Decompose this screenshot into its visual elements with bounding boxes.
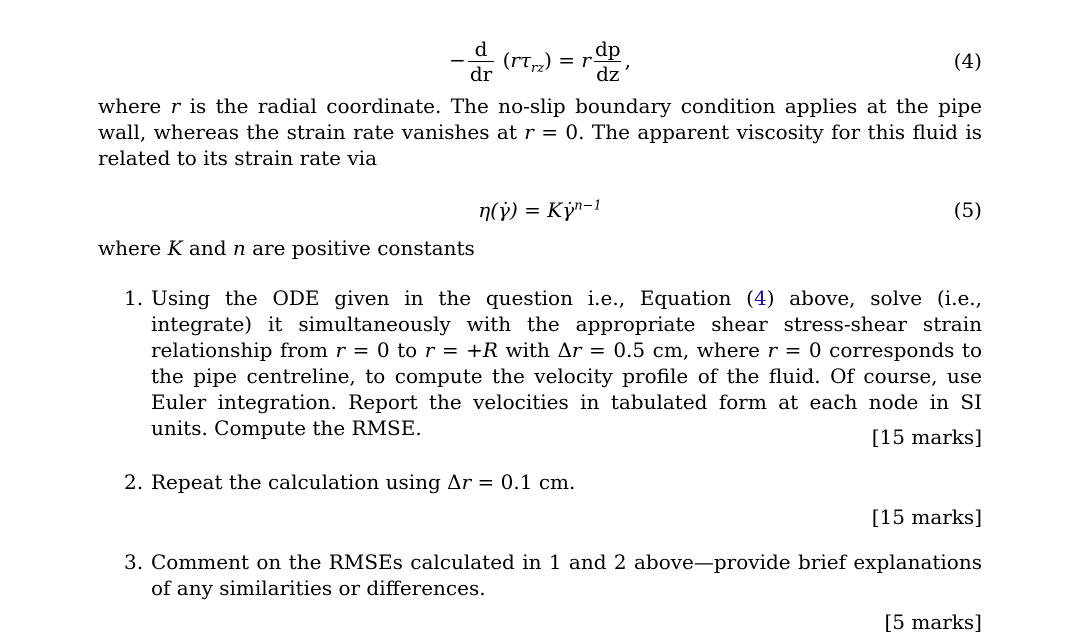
item-1-text-1: Using the ODE given in the question i.e., Equation ( [151,286,754,310]
item-1-body [151,285,982,441]
p1-var-r-1: r [170,94,181,118]
p2-var-n: n [232,236,246,260]
p2-var-K: K [167,236,183,260]
item-3-label: 3. [124,550,144,574]
item-1-var-r-4: r [767,338,778,362]
item-3-text: Comment on the RMSEs calculated in 1 and 2 above—provide brief explanations of any similarities or differences. [151,550,982,600]
eq4-tau: τ [519,47,532,72]
p1-text-1: where [98,94,171,118]
item-1-text-6: = 0.5 cm, where [581,338,768,362]
item-1-var-r-2: r [424,338,435,362]
item-1-var-r-1: r [335,338,346,362]
eq4-fraction-d-dr [468,36,494,86]
eq4-expression [449,36,631,86]
eq4-tau-subscript: rz [531,60,545,76]
equation-number-4: (4) [953,49,982,73]
item-1-var-r-3: r [571,338,582,362]
eq4-equals: = [558,47,576,72]
eq4-r2: r [581,47,591,72]
eq4-frac2-numerator: dp [594,36,621,61]
item-3-marks: [5 marks] [884,610,982,634]
item-1-text-7: = 0 corresponds to the pipe centreline, to compute the velocity profile of the fluid. Of course, use Euler integration. Report the velocities in tabulated form at each node in SI units. Compute the RMSE. [151,338,983,440]
eq5-lhs: η(γ̇) = Kγ̇ [478,198,575,222]
item-2-text-2: = 0.1 cm. [471,470,576,494]
item-1-text-5: with Δ [497,338,572,362]
item-2-text-1: Repeat the calculation using Δ [151,470,462,494]
p2-text-3: are positive constants [245,236,475,260]
eq4-fraction-dp-dz [593,36,623,86]
p1-text-2: is the radial coordinate. The no-slip boundary condition applies at the pipe wall, whereas the strain rate vanishes at [98,94,982,144]
p1-var-r-2: r [524,120,534,144]
question-item-3 [124,549,982,601]
item-2-label: 2. [124,470,144,494]
eq4-paren-close: ) [544,47,552,72]
item-1-label: 1. [124,286,144,310]
item-1-text-2: ) above, solve (i.e., integrate) it simultaneously with the appropriate shear stress-shear strain relationship from [151,286,982,362]
item-1-text-3: = 0 to [345,338,425,362]
equation-number-5: (5) [953,198,982,222]
item-2-var-r: r [461,470,472,494]
eq4-r: r [510,47,520,72]
item-1-text-4: = + [434,338,483,362]
item-2-marks: [15 marks] [871,505,982,529]
p2-text-1: where [98,236,168,260]
p2-text-2: and [182,236,233,260]
eq4-minus: − [449,47,466,72]
item-3-body [151,549,982,601]
eq4-frac1-numerator: d [474,36,488,61]
paragraph-boundary-conditions [98,93,982,171]
eq4-frac1-denominator: dr [469,61,493,86]
item-1-var-R: R [482,338,498,362]
question-item-2 [124,469,982,495]
equation-4 [98,32,982,90]
eq4-paren-open: ( [502,47,511,72]
item-2-body [151,469,982,495]
equation-4-reference-link[interactable]: 4 [753,286,767,310]
eq5-expression [478,198,601,222]
eq4-comma: , [624,47,631,72]
eq4-frac2-denominator: dz [596,61,620,86]
question-item-1 [124,285,982,441]
p1-text-3: = 0. The apparent viscosity for this fluid is related to its strain rate via [98,120,982,170]
equation-5 [98,194,982,226]
item-1-marks: [15 marks] [871,425,982,449]
paragraph-constants [98,235,982,261]
eq5-exponent: n−1 [574,198,602,214]
